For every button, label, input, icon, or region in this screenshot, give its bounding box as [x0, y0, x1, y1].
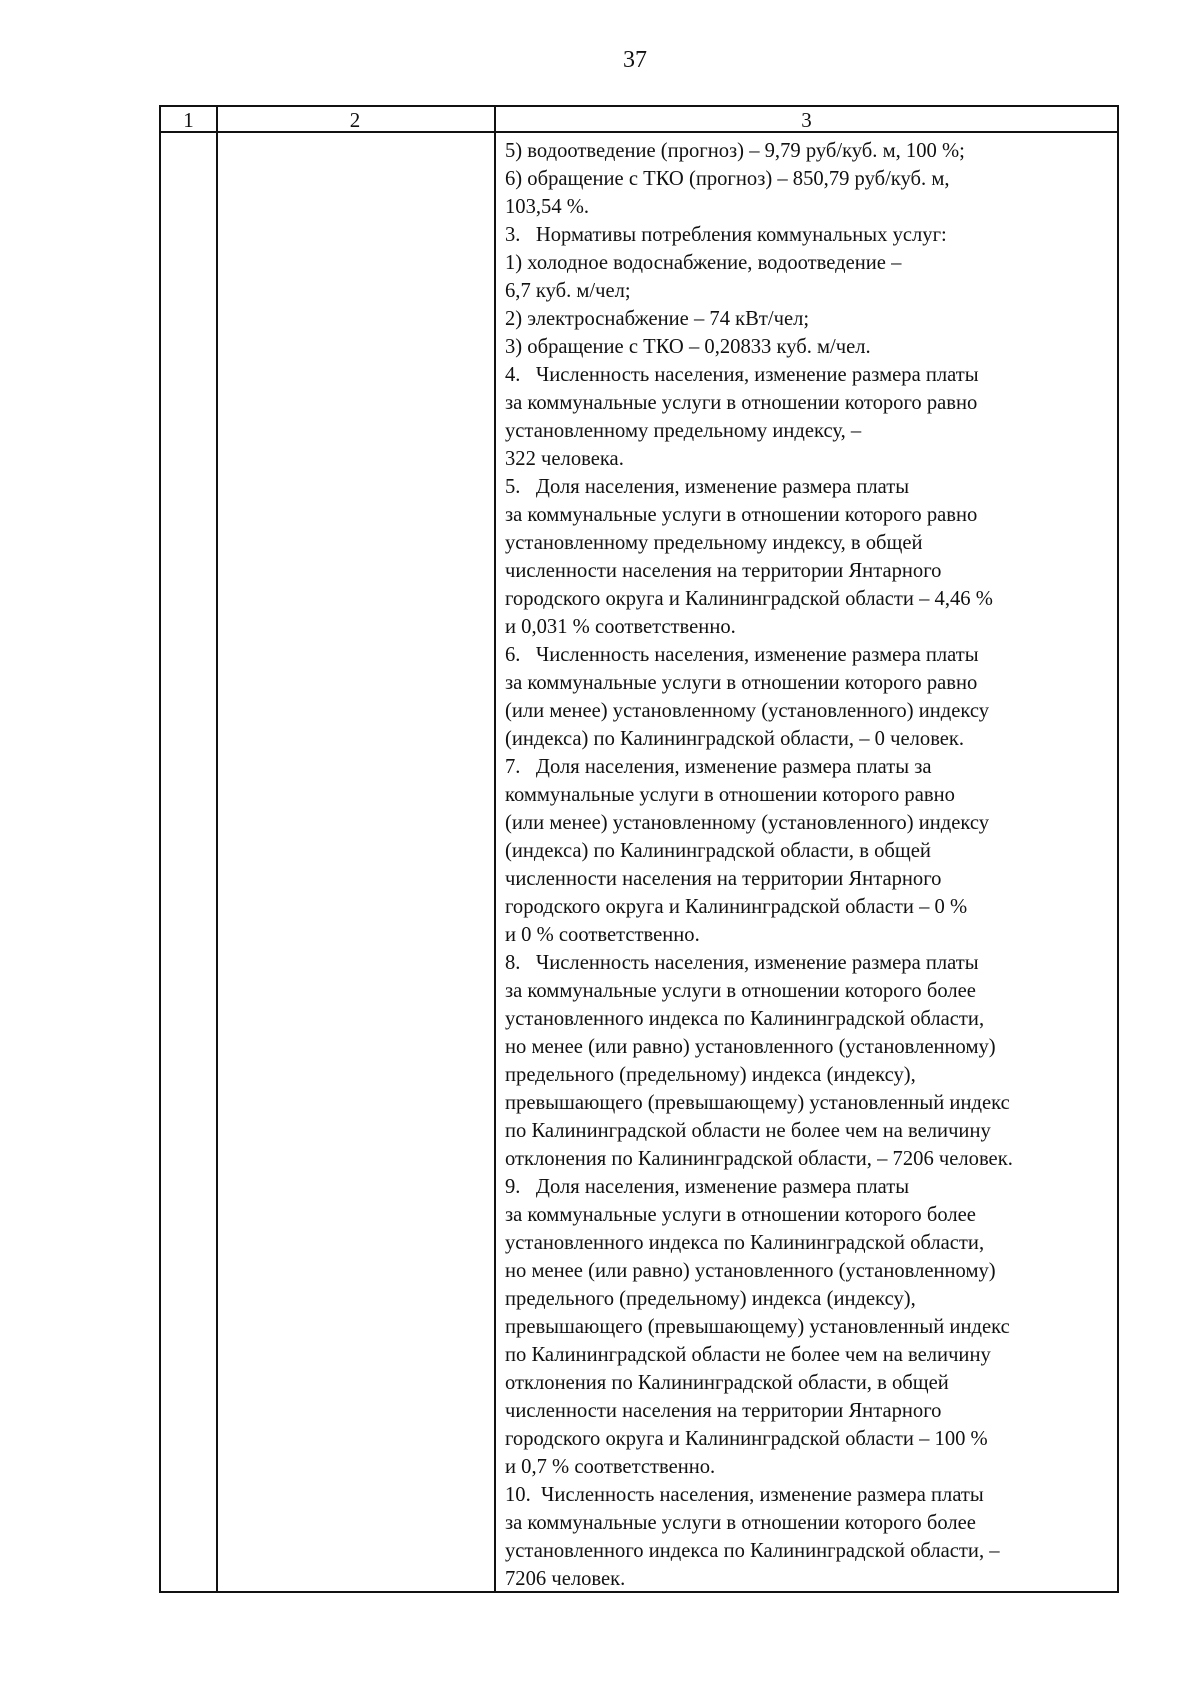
- text-line: 5. Доля населения, изменение размера платы: [505, 476, 910, 498]
- text-line: 6. Численность населения, изменение размера платы: [505, 644, 979, 666]
- header-divider: [161, 131, 1117, 133]
- text-line: 9. Доля населения, изменение размера платы: [505, 1176, 910, 1198]
- column-divider: [216, 107, 218, 1591]
- text-line: (или менее) установленному (установленного) индексу: [505, 700, 990, 722]
- text-line: 5) водоотведение (прогноз) – 9,79 руб/куб. м, 100 %;: [505, 140, 965, 162]
- text-line: и 0,031 % соответственно.: [505, 616, 736, 638]
- text-line: (или менее) установленному (установленного) индексу: [505, 812, 990, 834]
- text-line: но менее (или равно) установленного (установленному): [505, 1036, 996, 1058]
- text-line: превышающего (превышающему) установленный индекс: [505, 1316, 1010, 1338]
- text-line: коммунальные услуги в отношении которого равно: [505, 784, 955, 806]
- text-line: по Калининградской области не более чем на величину: [505, 1120, 991, 1142]
- text-line: превышающего (превышающему) установленный индекс: [505, 1092, 1010, 1114]
- text-line: 8. Численность населения, изменение размера платы: [505, 952, 979, 974]
- text-line: (индекса) по Калининградской области, – 0 человек.: [505, 728, 965, 750]
- text-line: 4. Численность населения, изменение размера платы: [505, 364, 979, 386]
- text-line: 3) обращение с ТКО – 0,20833 куб. м/чел.: [505, 336, 871, 358]
- column-divider: [494, 107, 496, 1591]
- text-line: установленному предельному индексу, –: [505, 420, 862, 442]
- text-line: численности населения на территории Янтарного: [505, 1400, 942, 1422]
- text-line: предельного (предельному) индекса (индексу),: [505, 1288, 916, 1310]
- text-line: за коммунальные услуги в отношении которого равно: [505, 672, 978, 694]
- text-line: установленному предельному индексу, в общей: [505, 532, 923, 554]
- text-line: 322 человека.: [505, 448, 624, 470]
- text-line: установленного индекса по Калининградской области, –: [505, 1540, 1000, 1562]
- text-line: 7. Доля населения, изменение размера платы за: [505, 756, 932, 778]
- text-line: 2) электроснабжение – 74 кВт/чел;: [505, 308, 810, 330]
- text-line: установленного индекса по Калининградской области,: [505, 1232, 985, 1254]
- text-line: и 0 % соответственно.: [505, 924, 700, 946]
- text-line: 6) обращение с ТКО (прогноз) – 850,79 руб/куб. м,: [505, 168, 950, 190]
- text-line: 3. Нормативы потребления коммунальных услуг:: [505, 224, 947, 246]
- column-header-2: 2: [349, 108, 361, 132]
- text-line: но менее (или равно) установленного (установленному): [505, 1260, 996, 1282]
- text-line: 1) холодное водоснабжение, водоотведение –: [505, 252, 902, 274]
- text-line: городского округа и Калининградской области – 0 %: [505, 896, 968, 918]
- text-line: за коммунальные услуги в отношении которого равно: [505, 504, 978, 526]
- text-line: за коммунальные услуги в отношении которого равно: [505, 392, 978, 414]
- text-line: городского округа и Калининградской области – 100 %: [505, 1428, 988, 1450]
- column-header-1: 1: [183, 108, 194, 132]
- text-line: за коммунальные услуги в отношении которого более: [505, 1204, 976, 1226]
- text-line: численности населения на территории Янтарного: [505, 868, 942, 890]
- text-line: городского округа и Калининградской области – 4,46 %: [505, 588, 993, 610]
- column-3-content: [505, 137, 1115, 1593]
- text-line: предельного (предельному) индекса (индексу),: [505, 1064, 916, 1086]
- text-line: отклонения по Калининградской области, – 7206 человек.: [505, 1148, 1013, 1170]
- text-line: 103,54 %.: [505, 196, 590, 218]
- text-line: (индекса) по Калининградской области, в общей: [505, 840, 931, 862]
- text-line: и 0,7 % соответственно.: [505, 1456, 716, 1478]
- text-line: по Калининградской области не более чем на величину: [505, 1344, 991, 1366]
- column-header-3: 3: [801, 108, 812, 132]
- text-line: за коммунальные услуги в отношении которого более: [505, 1512, 976, 1534]
- page-number: 37: [623, 47, 647, 73]
- text-line: за коммунальные услуги в отношении которого более: [505, 980, 976, 1002]
- text-line: численности населения на территории Янтарного: [505, 560, 942, 582]
- document-table: [159, 105, 1119, 1593]
- text-line: 6,7 куб. м/чел;: [505, 280, 631, 302]
- text-line: установленного индекса по Калининградской области,: [505, 1008, 985, 1030]
- text-line: 7206 человек.: [505, 1568, 626, 1590]
- text-line: 10. Численность населения, изменение размера платы: [505, 1484, 984, 1506]
- text-line: отклонения по Калининградской области, в общей: [505, 1372, 949, 1394]
